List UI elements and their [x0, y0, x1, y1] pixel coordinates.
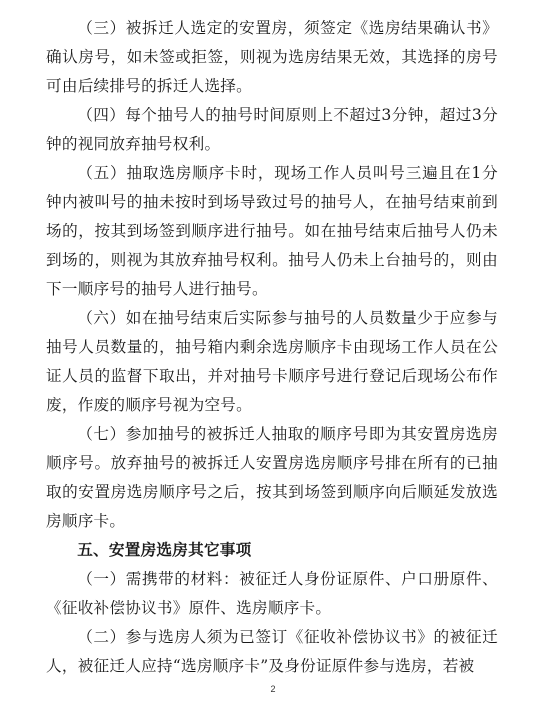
paragraph-clause-4: （四）每个抽号人的抽号时间原则上不超过3分钟，超过3分钟的视同放弃抽号权利。: [46, 106, 498, 153]
paragraph-section5-1: （一）需携带的材料：被征迁人身份证原件、户口册原件、《征收补偿协议书》原件、选房顺序卡。: [46, 570, 498, 617]
document-body: [46, 14, 498, 681]
page-number: 2: [270, 684, 276, 694]
paragraph-clause-6: （六）如在抽号结束后实际参与抽号的人员数量少于应参与抽号人员数量的，抽号箱内剩余选房顺序卡由现场工作人员在公证人员的监督下取出，并对抽号卡顺序号进行登记后现场公布作废，作废的顺序号视为空号。: [46, 309, 498, 414]
paragraph-clause-3: （三）被拆迁人选定的安置房，须签定《选房结果确认书》确认房号，如未签或拒签，则视为选房结果无效，其选择的房号可由后续排号的拆迁人选择。: [46, 19, 498, 95]
section-heading: 五、安置房选房其它事项: [77, 541, 252, 559]
paragraph-clause-5: （五）抽取选房顺序卡时，现场工作人员叫号三遍且在1分钟内被叫号的抽未按时到场导致过号的抽号人，在抽号结束前到场的，按其到场签到顺序进行抽号。如在抽号结束后抽号人仍未到场的，则视为其放弃抽号权利。抽号人仍未上台抽号的，则由下一顺序号的抽号人进行抽号。: [46, 164, 498, 298]
paragraph-clause-7: （七）参加抽号的被拆迁人抽取的顺序号即为其安置房选房顺序号。放弃抽号的被拆迁人安置房选房顺序号排在所有的已抽取的安置房选房顺序号之后，按其到场签到顺序向后顺延发放选房顺序卡。: [46, 425, 498, 530]
paragraph-section5-2: （二）参与选房人须为已签订《征收补偿协议书》的被征迁人，被征迁人应持“选房顺序卡”及身份证原件参与选房，若被: [46, 628, 498, 675]
